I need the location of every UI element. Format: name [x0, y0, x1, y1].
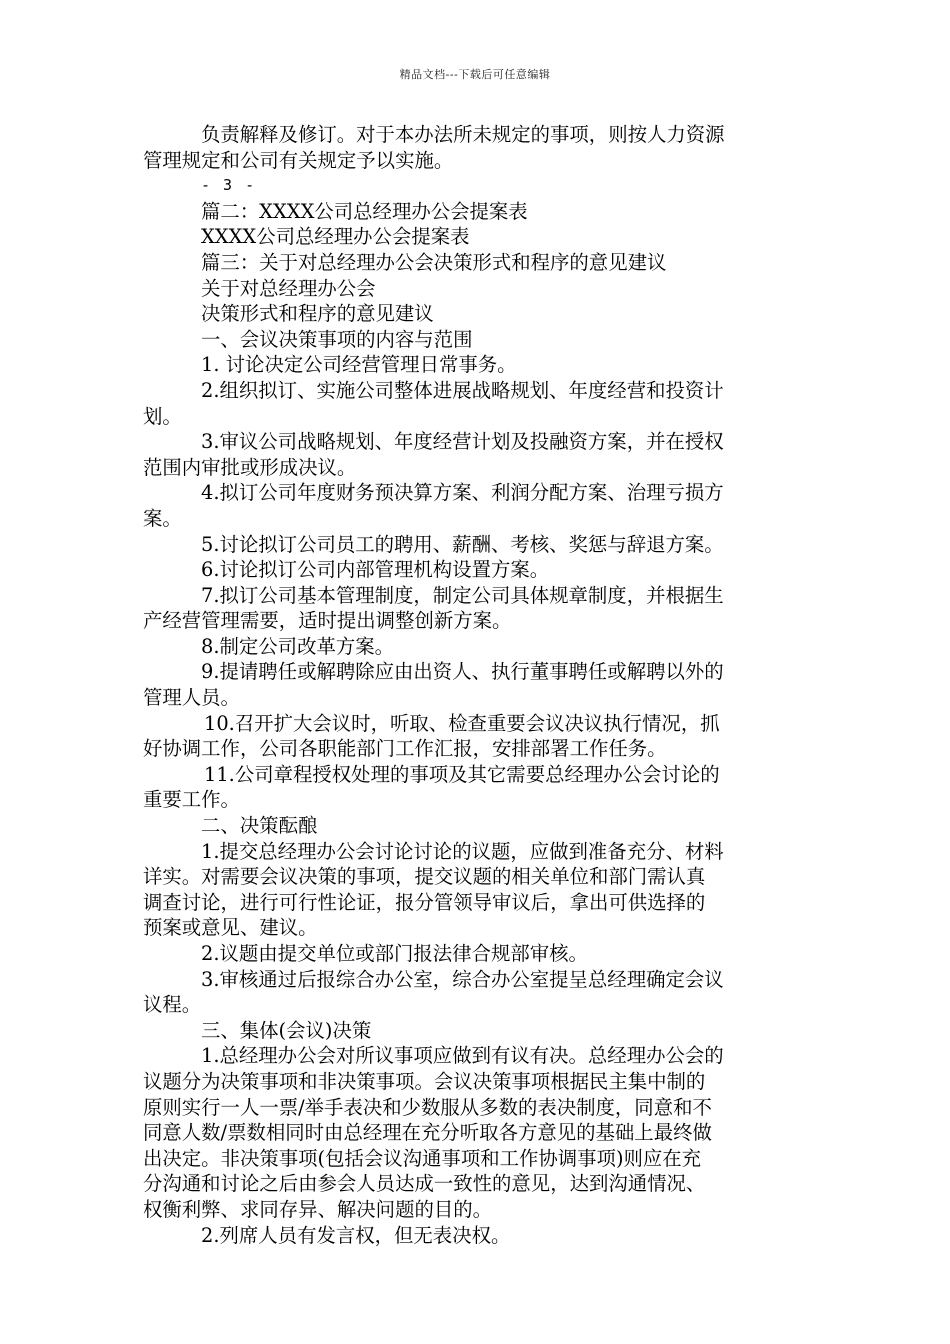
list-item-continued: 管理人员。	[143, 686, 240, 710]
list-item: 1.提交总经理办公会讨论讨论的议题，应做到准备充分、材料	[201, 839, 724, 863]
list-item: 2.组织拟订、实施公司整体进展战略规划、年度经营和投资计	[201, 378, 724, 402]
list-item: 3.审核通过后报综合办公室，综合办公室提呈总经理确定会议	[201, 967, 724, 991]
paragraph-line: 负责解释及修订。对于本办法所未规定的事项，则按人力资源	[201, 123, 725, 146]
list-item-continued: 调查讨论，进行可行性论证，报分管领导审议后，拿出可供选择的	[143, 890, 706, 914]
list-item-continued: 同意人数/票数相同时由总经理在充分听取各方意见的基础上最终做	[143, 1121, 712, 1145]
list-item-continued: 范围内审批或形成决议。	[143, 455, 357, 479]
list-item: 2.议题由提交单位或部门报法律合规部审核。	[201, 942, 588, 965]
section-heading: 篇三：关于对总经理办公会决策形式和程序的意见建议	[201, 250, 667, 274]
list-item: 9.提请聘任或解聘除应由出资人、执行董事聘任或解聘以外的	[201, 660, 724, 684]
section-heading: 二、决策酝酿	[201, 814, 318, 838]
list-item-continued: 详实。对需要会议决策的事项，提交议题的相关单位和部门需认真	[143, 865, 706, 889]
list-item: 1. 讨论决定公司经营管理日常事务。	[201, 353, 517, 377]
list-item-continued: 出决定。非决策事项(包括会议沟通事项和工作协调事项)则应在充	[143, 1146, 702, 1170]
section-title: XXXX公司总经理办公会提案表	[201, 225, 470, 249]
list-item: 7.拟订公司基本管理制度，制定公司具体规章制度，并根据生	[201, 583, 724, 607]
document-title: 决策形式和程序的意见建议	[201, 302, 434, 326]
section-heading: 三、集体(会议)决策	[201, 1018, 372, 1042]
list-item-continued: 原则实行一人一票/举手表决和少数服从多数的表决制度，同意和不	[143, 1095, 712, 1119]
list-item-continued: 分沟通和讨论之后由参会人员达成一致性的意见，达到沟通情况、	[143, 1172, 706, 1196]
document-body	[143, 122, 808, 1248]
list-item-continued: 预案或意见、建议。	[143, 916, 318, 940]
section-heading: 一、会议决策事项的内容与范围	[201, 327, 473, 351]
document-title: 关于对总经理办公会	[201, 276, 376, 300]
list-item: 11.公司章程授权处理的事项及其它需要总经理办公会讨论的	[204, 762, 720, 786]
list-item-continued: 案。	[143, 506, 182, 530]
list-item: 4.拟订公司年度财务预决算方案、利润分配方案、治理亏损方	[201, 481, 724, 505]
list-item: 1.总经理办公会对所议事项应做到有议有决。总经理办公会的	[201, 1044, 724, 1068]
section-heading: 篇二：XXXX公司总经理办公会提案表	[201, 199, 528, 223]
page-number: - 3 -	[201, 176, 257, 195]
page-header: 精品文档---下载后可任意编辑	[399, 68, 551, 81]
list-item: 6.讨论拟订公司内部管理机构设置方案。	[201, 558, 550, 582]
list-item: 8.制定公司改革方案。	[201, 634, 395, 658]
list-item: 2.列席人员有发言权，但无表决权。	[201, 1223, 511, 1247]
list-item-continued: 产经营管理需要，适时提出调整创新方案。	[143, 609, 512, 633]
list-item: 5.讨论拟订公司员工的聘用、薪酬、考核、奖惩与辞退方案。	[201, 532, 724, 556]
list-item: 10.召开扩大会议时，听取、检查重要会议决议执行情况，抓	[204, 711, 720, 735]
list-item-continued: 权衡利弊、求同存异、解决问题的目的。	[143, 1197, 493, 1221]
list-item-continued: 好协调工作，公司各职能部门工作汇报，安排部署工作任务。	[143, 737, 667, 761]
list-item-continued: 重要工作。	[143, 788, 240, 812]
paragraph-line: 管理规定和公司有关规定予以实施。	[143, 148, 454, 172]
list-item-continued: 划。	[143, 404, 182, 428]
list-item: 3.审议公司战略规划、年度经营计划及投融资方案，并在授权	[201, 430, 724, 454]
list-item-continued: 议程。	[143, 993, 202, 1017]
list-item-continued: 议题分为决策事项和非决策事项。会议决策事项根据民主集中制的	[143, 1069, 706, 1093]
